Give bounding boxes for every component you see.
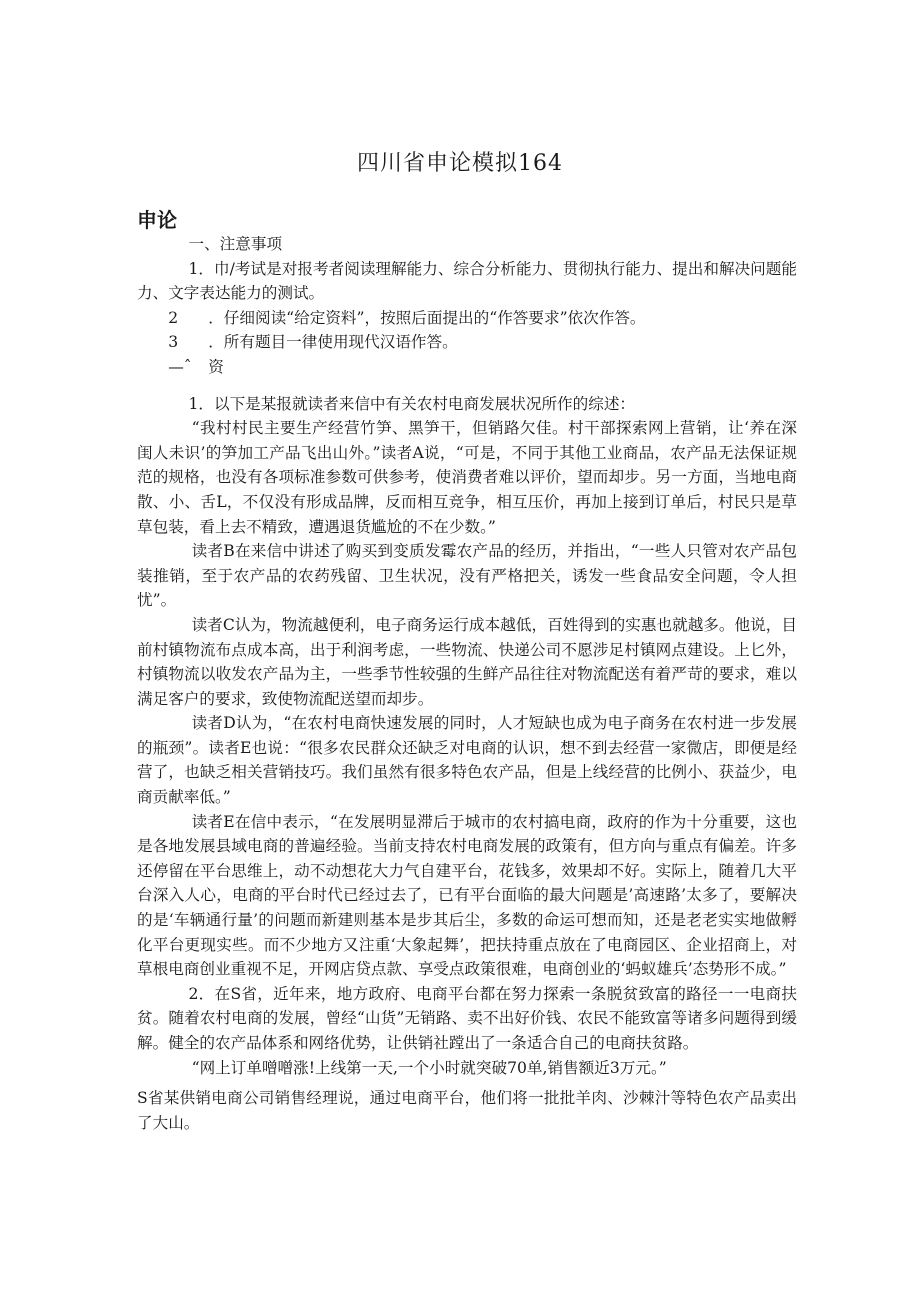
note-3-number: 3 bbox=[168, 333, 179, 352]
note-2-number: 2 bbox=[168, 308, 179, 327]
material-1-intro: 1．以下是某报就读者来信中有关农村电商发展状况所作的综述： bbox=[188, 394, 636, 413]
materials-heading-mark: —ˆ bbox=[168, 357, 192, 376]
note-1: 1．巾/考试是对报考者阅读理解能力、综合分析能力、贯彻执行能力、提出和解决问题能力、文字表达能力的测试。 bbox=[137, 259, 797, 303]
material-1-paragraph-3: 读者C认为，物流越便利，电子商务运行成本越低，百姓得到的实惠也就越多。他说，目前村镇物流布点成本高，出于利润考虑，一些物流、快递公司不愿涉足村镇网点建设。上匕外，村镇物流以收发农产品为主，一些季节性较强的生鲜产品往往对物流配送有着严苛的要求，难以满足客户的要求，致使物流配送望而却步。 bbox=[137, 615, 797, 708]
material-2-paragraph-1: 2．在S省，近年来，地方政府、电商平台都在努力探索一条脱贫致富的路径一一电商扶贫。随着农村电商的发展，曾经“山货”无销路、卖不出好价钱、农民不能致富等诸多问题得到缓解。健全的农产品体系和网络优势，让供销社蹚出了一条适合自己的电商扶贫路。 bbox=[137, 984, 797, 1052]
notes-heading: 一、注意事项 bbox=[188, 235, 283, 253]
material-1-paragraph-5: 读者E在信中表示，“在发展明显滞后于城市的农村搞电商，政府的作为十分重要，这也是各地发展县域电商的普遍经验。当前支持农村电商发展的政策有，但方向与重点有偏差。许多还停留在平台思维上，动不动想花大力气自建平台，花钱多，效果却不好。实际上，随着几大平台深入人心，电商的平台时代已经过去了，已有平台面临的最大问题是’高速路’太多了，要解决的是‘车辆通行量’的问题而新建则基本是步其后尘，多数的命运可想而知，还是老老实实地做孵化平台更现实些。而不少地方又注重‘大象起舞’，把扶持重点放在了电商园区、企业招商上，对草根电商创业重视不足，开网店贷点款、享受点政策很难，电商创业的‘蚂蚁雄兵’态势形不成。” bbox=[137, 812, 797, 979]
page-title: 四川省申论模拟164 bbox=[357, 151, 563, 176]
note-2-text: ．仔细阅读“给定资料”，按照后面提出的“作答要求”依次作答。 bbox=[208, 308, 646, 327]
note-3-text: ．所有题目一律使用现代汉语作答。 bbox=[208, 333, 458, 352]
material-1-paragraph-1: “我村村民主要生产经营竹笋、黑笋干，但销路欠佳。村干部探索网上营销，让‘养在深闺人未识’的笋加工产品飞出山外。”读者A说，“可是，不同于其他工业商品，农产品无法保证规范的规格，也没有各项标准参数可供参考，使消费者难以评价，望而却步。另一方面，当地电商散、小、舌L，不仅没有形成品牌，反而相互竞争，相互压价，再加上接到订单后，村民只是草草包装，看上去不精致，遭遇退货尴尬的不在少数。” bbox=[137, 419, 797, 536]
document-body bbox=[137, 232, 797, 1135]
material-1-paragraph-4: 读者D认为，“在农村电商快速发展的同时，人才短缺也成为电子商务在农村进一步发展的瓶颈”。读者E也说：“很多农民群众还缺乏对电商的认识，想不到去经营一家微店，即便是经营了，也缺乏相关营销技巧。我们虽然有很多特色农产品，但是上线经营的比例小、获益少，电商贡献率低。” bbox=[137, 714, 797, 807]
materials-heading-text: 资 bbox=[208, 357, 224, 376]
note-3 bbox=[137, 330, 797, 355]
material-2-paragraph-3: S省某供销电商公司销售经理说，通过电商平台，他们将一批批羊肉、沙棘汁等特色农产品卖出了大山。 bbox=[137, 1089, 797, 1132]
section-heading: 申论 bbox=[137, 208, 177, 232]
materials-heading bbox=[137, 355, 797, 380]
note-2 bbox=[137, 306, 797, 331]
material-1-paragraph-2: 读者B在来信中讲述了购买到变质发霉农产品的经历，并指出，“一些人只管对农产品包装推销，至于农产品的农药残留、卫生状况，没有严格把关，诱发一些食品安全问题，令人担忧”。 bbox=[137, 542, 797, 610]
material-2-quote: “网上订单噌噌涨!上线第一天,一个小时就突破70单,销售额近3万元。” bbox=[191, 1058, 667, 1077]
